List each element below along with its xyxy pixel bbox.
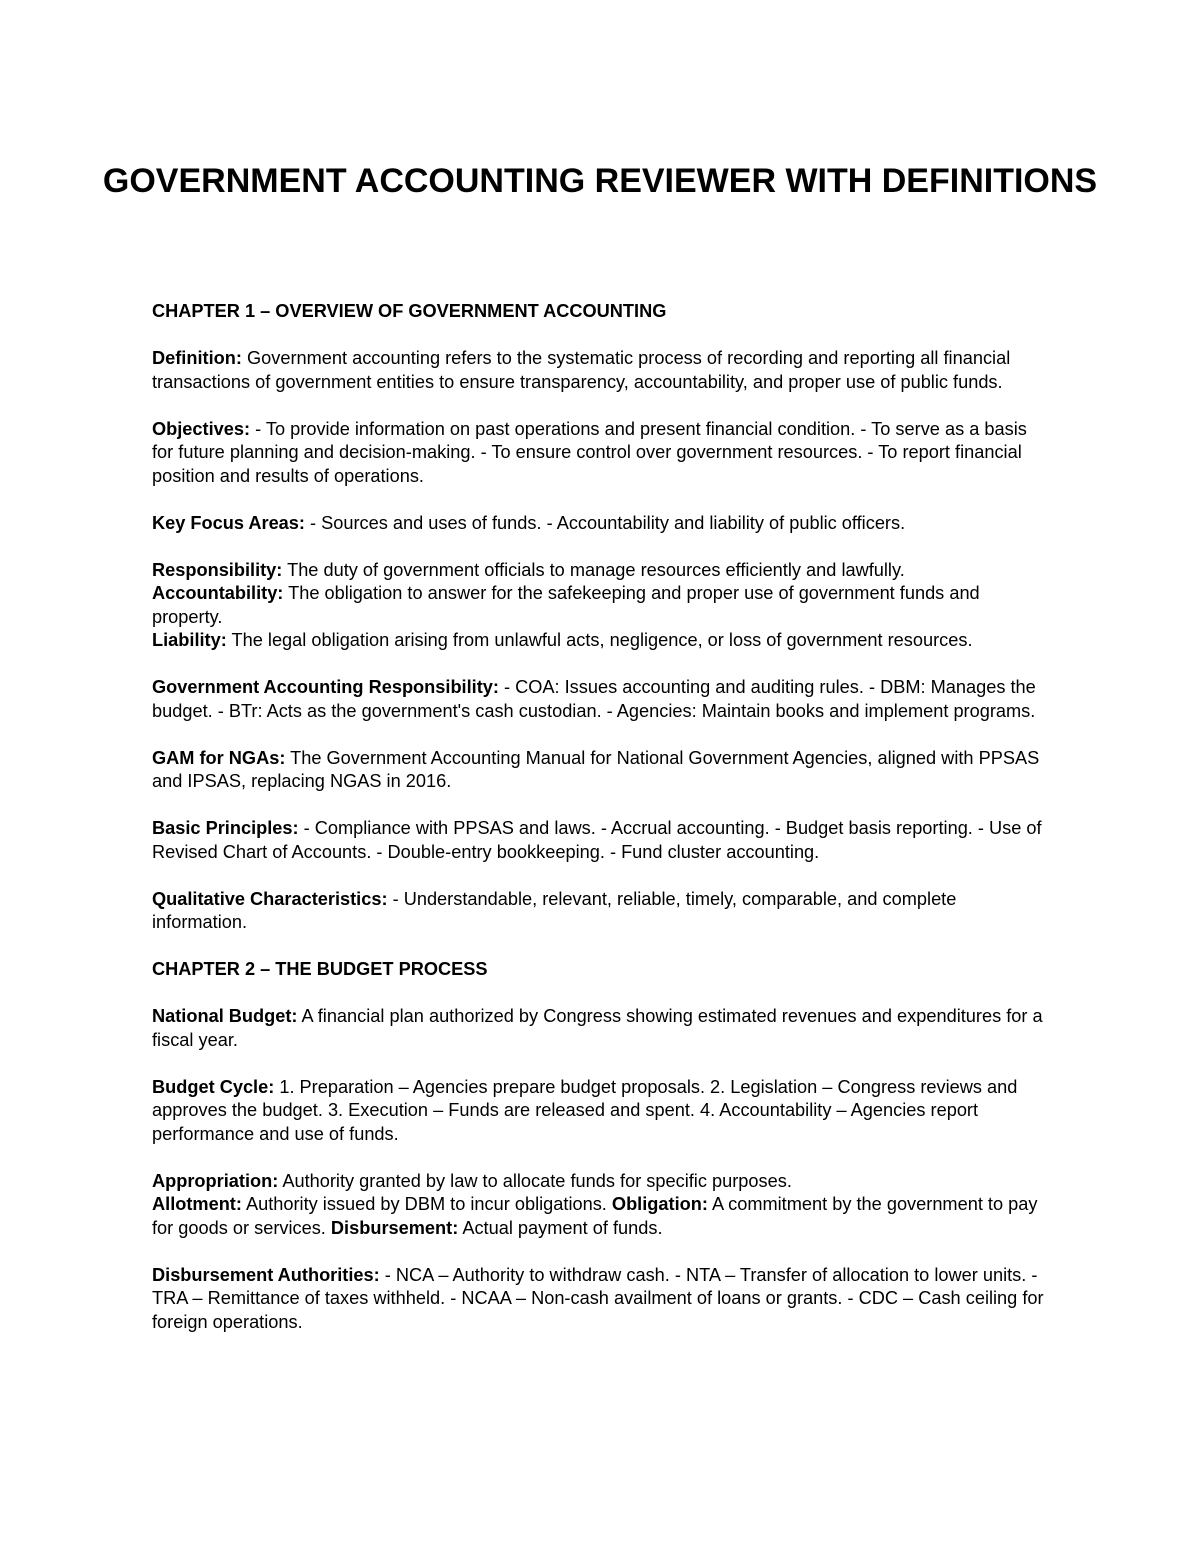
- accountability-text: The obligation to answer for the safekeeping and proper use of government funds and property.: [152, 583, 980, 627]
- gov-acct-responsibility-text: - COA: Issues accounting and auditing rules. - DBM: Manages the budget. - BTr: Acts as the government's cash custodian. - Agencies: Maintain books and implement programs.: [152, 677, 1036, 721]
- responsibility-paragraph: [152, 559, 1052, 583]
- definition-term: Definition:: [152, 348, 242, 368]
- accountability-term: Accountability:: [152, 583, 284, 603]
- chapter-2-heading: CHAPTER 2 – THE BUDGET PROCESS: [152, 959, 488, 979]
- appropriation-paragraph: [152, 1170, 1052, 1194]
- gov-acct-responsibility-term: Government Accounting Responsibility:: [152, 677, 499, 697]
- gov-acct-responsibility-paragraph: [152, 676, 1052, 723]
- document-body: [152, 300, 1052, 1358]
- budget-cycle-term: Budget Cycle:: [152, 1076, 275, 1097]
- key-focus-text: - Sources and uses of funds. - Accountability and liability of public officers.: [304, 512, 906, 533]
- national-budget-text: A financial plan authorized by Congress showing estimated revenues and expenditures for a fiscal year.: [152, 1006, 1043, 1050]
- chapter-1-heading: CHAPTER 1 – OVERVIEW OF GOVERNMENT ACCOUNTING: [152, 301, 667, 321]
- obligation-term: Obligation:: [611, 1194, 708, 1214]
- gam-paragraph: [152, 747, 1052, 794]
- qualitative-paragraph: [152, 888, 1052, 935]
- disbursement-authorities-term: Disbursement Authorities:: [152, 1264, 380, 1285]
- disbursement-authorities-text: - NCA – Authority to withdraw cash. - NTA – Transfer of allocation to lower units. - TRA – Remittance of taxes withheld. - NCAA – Non-cash availment of loans or grants. - CDC – Cash ceiling for foreign operations.: [152, 1264, 1044, 1332]
- appropriation-term: Appropriation:: [152, 1170, 279, 1191]
- basic-principles-paragraph: [152, 817, 1052, 864]
- key-focus-paragraph: [152, 512, 1052, 536]
- appropriation-text: Authority granted by law to allocate funds for specific purposes.: [278, 1170, 792, 1191]
- liability-paragraph: [152, 629, 1052, 653]
- definition-paragraph: [152, 347, 1052, 394]
- allotment-obligation-disbursement-paragraph: [152, 1193, 1052, 1240]
- gam-term: GAM for NGAs:: [152, 747, 286, 768]
- allotment-text: Authority issued by DBM to incur obligations.: [241, 1194, 612, 1214]
- key-focus-term: Key Focus Areas:: [152, 512, 305, 533]
- responsibility-term: Responsibility:: [152, 559, 283, 580]
- qualitative-text: - Understandable, relevant, reliable, timely, comparable, and complete information.: [152, 888, 957, 932]
- definition-text: Government accounting refers to the systematic process of recording and reporting all financial transactions of government entities to ensure transparency, accountability, and proper use of public funds.: [152, 348, 1011, 392]
- basic-principles-text: - Compliance with PPSAS and laws. - Accrual accounting. - Budget basis reporting. - Use of Revised Chart of Accounts. - Double-entry bookkeeping. - Fund cluster accounting.: [152, 818, 1042, 862]
- responsibility-text: The duty of government officials to manage resources efficiently and lawfully.: [282, 559, 905, 580]
- objectives-term: Objectives:: [152, 418, 251, 439]
- obligation-text: A commitment by the government to pay for goods or services.: [152, 1194, 1038, 1238]
- basic-principles-term: Basic Principles:: [152, 818, 299, 838]
- objectives-paragraph: [152, 418, 1052, 489]
- qualitative-term: Qualitative Characteristics:: [152, 888, 388, 909]
- national-budget-paragraph: [152, 1005, 1052, 1052]
- liability-text: The legal obligation arising from unlawful acts, negligence, or loss of government resources.: [226, 630, 973, 650]
- liability-term: Liability:: [152, 630, 227, 650]
- disbursement-authorities-paragraph: [152, 1264, 1052, 1335]
- objectives-text: - To provide information on past operations and present financial condition. - To serve as a basis for future planning and decision-making. - To ensure control over government resources. - To report financial position and results of operations.: [152, 418, 1027, 486]
- disbursement-text: Actual payment of funds.: [458, 1217, 663, 1238]
- document-title: GOVERNMENT ACCOUNTING REVIEWER WITH DEFINITIONS: [102, 162, 1098, 200]
- disbursement-term: Disbursement:: [330, 1217, 459, 1238]
- national-budget-term: National Budget:: [152, 1006, 298, 1026]
- budget-cycle-text: 1. Preparation – Agencies prepare budget proposals. 2. Legislation – Congress reviews and approves the budget. 3. Execution – Funds are released and spent. 4. Accountability – Agencies report performance and use of funds.: [152, 1076, 1018, 1144]
- budget-cycle-paragraph: [152, 1076, 1052, 1147]
- accountability-paragraph: [152, 582, 1052, 629]
- gam-text: The Government Accounting Manual for National Government Agencies, aligned with PPSAS and IPSAS, replacing NGAS in 2016.: [152, 747, 1040, 791]
- allotment-term: Allotment:: [152, 1194, 242, 1214]
